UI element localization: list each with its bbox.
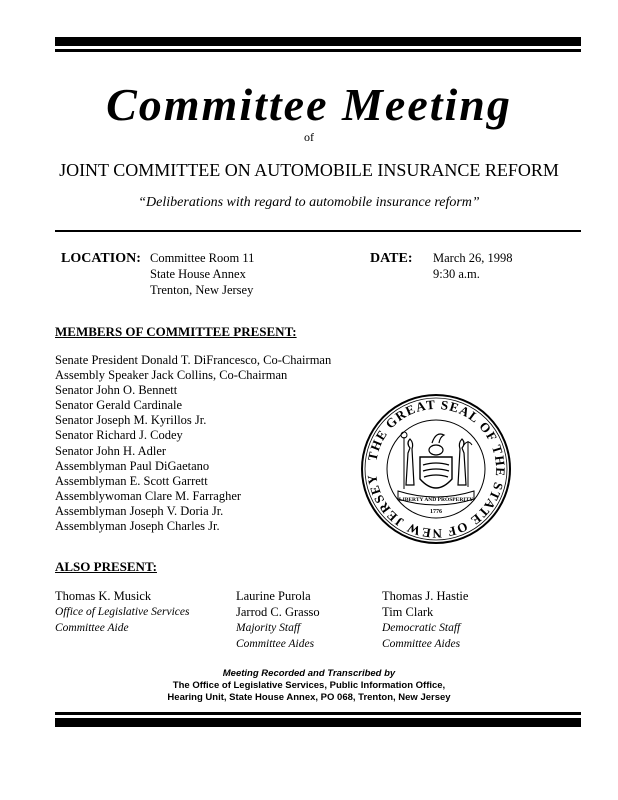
- credit-line: Hearing Unit, State House Annex, PO 068, Trenton, New Jersey: [167, 692, 451, 703]
- staff-name: Thomas K. Musick: [55, 589, 152, 603]
- staff-role: Office of Legislative Services: [55, 606, 190, 618]
- credit-line: The Office of Legislative Services, Public Information Office,: [172, 680, 446, 691]
- list-item: Senator Richard J. Codey: [55, 428, 183, 443]
- location-value: [150, 250, 254, 298]
- staff-role: Committee Aides: [382, 638, 461, 650]
- top-rule-thin: [55, 49, 581, 52]
- state-seal: [360, 393, 512, 545]
- staff-role: Committee Aide: [55, 622, 129, 634]
- list-item: Assemblyman Paul DiGaetano: [55, 458, 210, 473]
- page-title: Committee Meeting: [106, 79, 512, 130]
- staff-name: Tim Clark: [382, 605, 434, 619]
- staff-role: Committee Aides: [236, 638, 315, 650]
- list-item: Senator Gerald Cardinale: [55, 398, 183, 413]
- staff-name: Thomas J. Hastie: [382, 589, 469, 603]
- list-item: Assemblywoman Clare M. Farragher: [55, 488, 242, 503]
- staff-role: Majority Staff: [236, 622, 301, 634]
- date-value: [433, 250, 513, 282]
- staff-column-ols: [55, 588, 189, 636]
- list-item: Senator Joseph M. Kyrillos Jr.: [55, 413, 207, 428]
- staff-name: Laurine Purola: [236, 589, 311, 603]
- seal-text: THE GREAT SEAL OF THE STATE OF NEW JERSEY: [364, 396, 509, 542]
- credit-heading: Meeting Recorded and Transcribed by: [222, 668, 396, 679]
- time-line: 9:30 a.m.: [433, 267, 480, 281]
- list-item: Senator John O. Bennett: [55, 383, 178, 398]
- list-item: Assemblyman E. Scott Garrett: [55, 473, 208, 488]
- meeting-subtitle: “Deliberations with regard to automobile insurance reform”: [138, 195, 480, 210]
- list-item: Assemblyman Joseph Charles Jr.: [55, 519, 220, 534]
- staff-name: Jarrod C. Grasso: [236, 605, 320, 619]
- list-item: Senate President Donald T. DiFrancesco, Co-Chairman: [55, 353, 332, 367]
- location-label: LOCATION:: [61, 251, 141, 266]
- seal-year: 1776: [430, 509, 442, 515]
- location-line: Trenton, New Jersey: [150, 283, 254, 297]
- members-list: [55, 353, 331, 534]
- of-text: of: [304, 130, 314, 144]
- committee-name: JOINT COMMITTEE ON AUTOMOBILE INSURANCE REFORM: [59, 160, 559, 180]
- members-heading: MEMBERS OF COMMITTEE PRESENT:: [55, 324, 297, 339]
- seal-ribbon-text: LIBERTY AND PROSPERITY: [398, 497, 474, 503]
- list-item: Assemblyman Joseph V. Doria Jr.: [55, 503, 224, 518]
- staff-role: Democratic Staff: [382, 622, 461, 634]
- divider-rule: [55, 230, 581, 232]
- also-present-heading: ALSO PRESENT:: [55, 559, 157, 574]
- top-rule-thick: [55, 37, 581, 46]
- transcription-credit: [0, 668, 618, 704]
- bottom-rule-thick: [55, 718, 581, 727]
- location-line: State House Annex: [150, 267, 246, 281]
- bottom-rule-thin: [55, 712, 581, 715]
- date-line: March 26, 1998: [433, 251, 513, 265]
- staff-column-democratic: [382, 588, 468, 652]
- location-line: Committee Room 11: [150, 251, 255, 265]
- list-item: Senator John H. Adler: [55, 443, 167, 458]
- list-item: Assembly Speaker Jack Collins, Co-Chairman: [55, 368, 288, 383]
- staff-column-majority: [236, 588, 320, 652]
- date-label: DATE:: [370, 251, 413, 266]
